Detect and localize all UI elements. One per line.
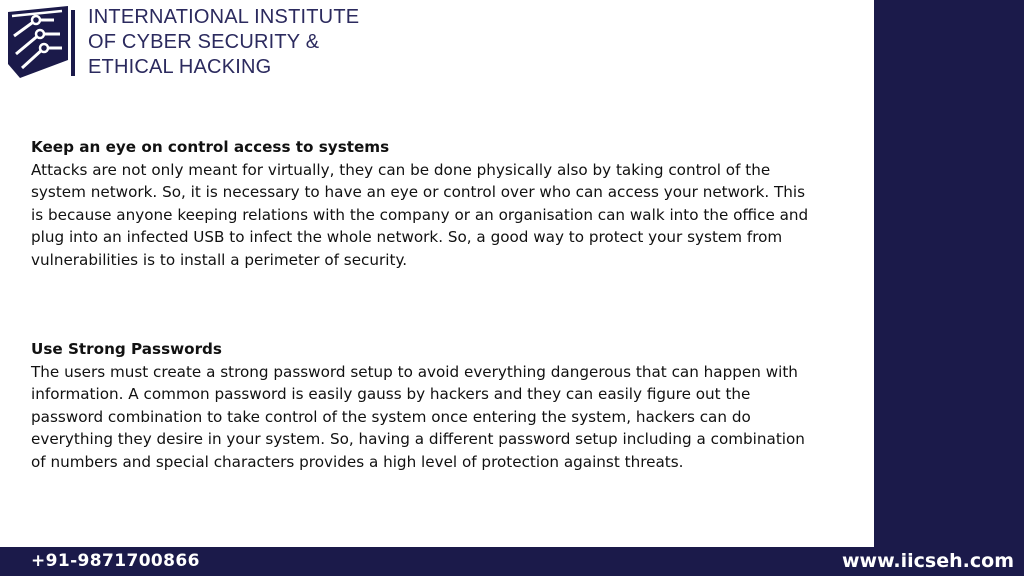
- section-heading: Keep an eye on control access to systems: [31, 138, 390, 156]
- right-side-band: [874, 0, 1024, 576]
- footer-phone: +91-9871700866: [31, 551, 200, 571]
- footer-website-link[interactable]: www.iicseh.com: [841, 550, 1014, 572]
- section-heading: Use Strong Passwords: [31, 340, 222, 358]
- circuit-shield-logo-icon: [6, 6, 76, 78]
- section-body: Attacks are not only meant for virtually, they can be done physically also by taking control of the system network. So, it is necessary to have an eye or control over who can access your network. This is because anyone keeping relations with the company or an organisation can walk into the office and plug into an infected USB to infect the whole network. So, a good way to protect your system from vulnerabilities is to install a perimeter of security.: [31, 160, 809, 269]
- section-body: The users must create a strong password setup to avoid everything dangerous that can happen with information. A common password is easily gauss by hackers and they can easily figure out the password combination to take control of the system once entering the system, hackers can do everything they desire in your system. So, having a different password setup including a combination of numbers and special characters provides a high level of protection against threats.: [31, 362, 805, 471]
- section-control-access: [31, 136, 821, 271]
- institute-name-line-3: ETHICAL HACKING: [88, 56, 272, 78]
- institute-name: [88, 5, 359, 80]
- institute-name-line-2: OF CYBER SECURITY &: [88, 31, 320, 53]
- section-strong-passwords: [31, 338, 821, 473]
- institute-name-line-1: INTERNATIONAL INSTITUTE: [88, 6, 360, 28]
